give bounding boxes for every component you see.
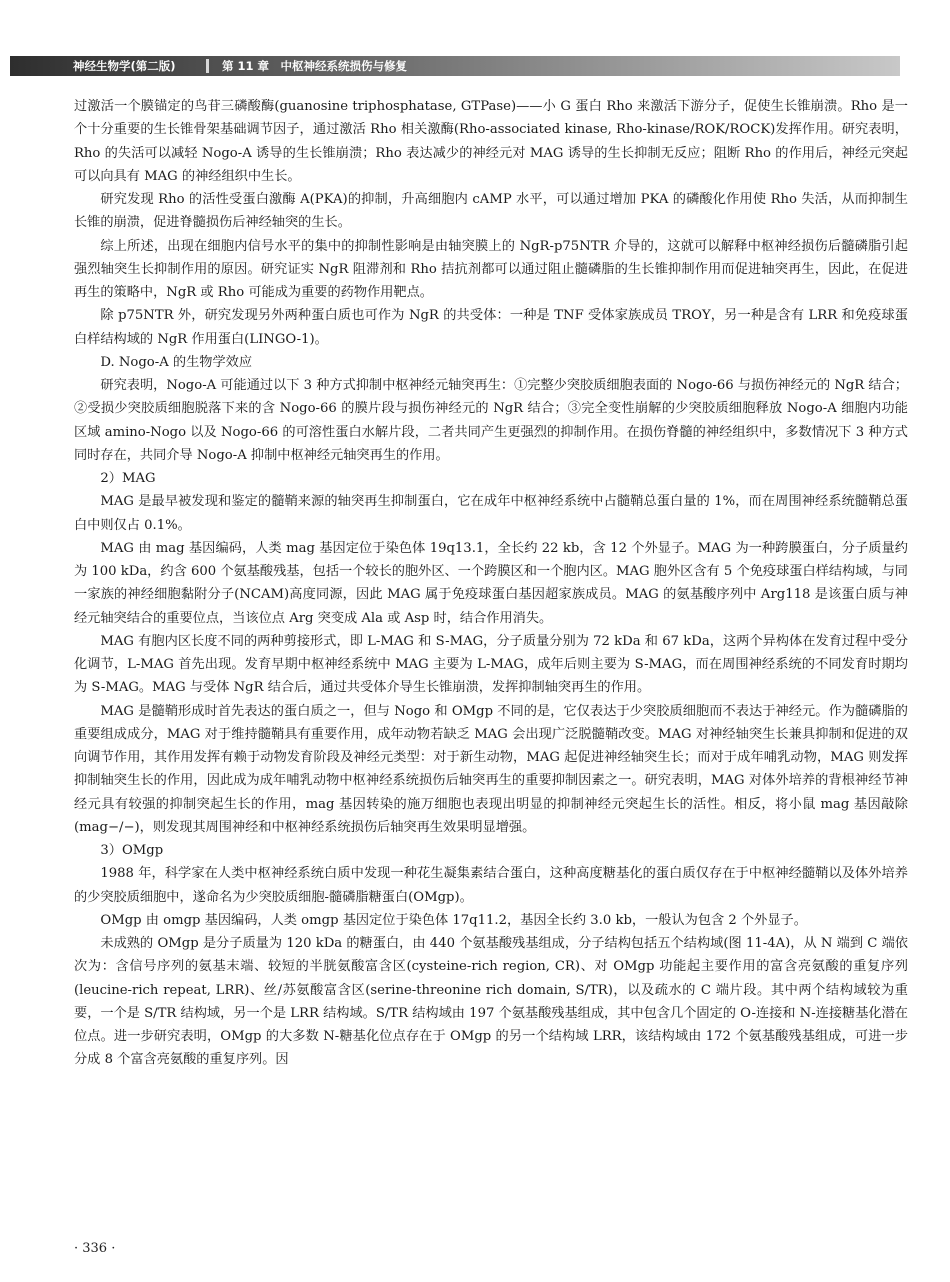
paragraph: 未成熟的 OMgp 是分子质量为 120 kDa 的糖蛋白，由 440 个氨基酸残基组成，分子结构包括五个结构域(图 11-4A)，从 N 端到 C 端依次为：含信号序列的氨基末端、较短的半胱氨酸富含区(cysteine-rich region, CR)、对 OMgp 功能起主要作用的富含亮氨酸的重复序列(leucine-rich repeat, LRR)、丝/苏氨酸富含区(serine-threonine rich domain, S/TR)，以及疏水的 C 端片段。其中两个结构域较为重要，一个是 S/TR 结构域，另一个是 LRR 结构域。S/TR 结构域由 197 个氨基酸残基组成，其中包含几个固定的 O-连接和 N-连接糖基化潜在位点。进一步研究表明，OMgp 的大多数 N-糖基化位点存在于 OMgp 的另一个结构域 LRR，该结构域由 172 个氨基酸残基组成，可进一步分成 8 个富含亮氨酸的重复序列。因 <box>74 936 908 1068</box>
paragraph: OMgp 由 omgp 基因编码，人类 omgp 基因定位于染色体 17q11.2，基因全长约 3.0 kb，一般认为包含 2 个外显子。 <box>100 912 807 928</box>
section-heading: 2）MAG <box>100 471 156 486</box>
paragraph: MAG 是最早被发现和鉴定的髓鞘来源的轴突再生抑制蛋白，它在成年中枢神经系统中占髓鞘总蛋白量的 1%，而在周围神经系统髓鞘总蛋白中则仅占 0.1%。 <box>74 494 908 533</box>
paragraph: MAG 是髓鞘形成时首先表达的蛋白质之一，但与 Nogo 和 OMgp 不同的是，它仅表达于少突胶质细胞而不表达于神经元。作为髓磷脂的重要组成成分，MAG 对于维持髓鞘具有重要作用，成年动物若缺乏 MAG 会出现广泛脱髓鞘改变。MAG 对神经轴突生长兼具抑制和促进的双向调节作用，其作用发挥有赖于动物发育阶段及神经元类型：对于新生动物，MAG 起促进神经轴突生长；而对于成年哺乳动物，MAG 则发挥抑制轴突生长的作用，因此成为成年哺乳动物中枢神经系统损伤后轴突再生的重要抑制因素之一。研究表明，MAG 对体外培养的背根神经节神经元具有较强的抑制突起生长的作用，mag 基因转染的施万细胞也表现出明显的抑制神经元突起生长的活性。相反，将小鼠 mag 基因敲除(mag−/−)，则发现其周围神经和中枢神经系统损伤后轴突再生效果明显增强。 <box>74 703 908 835</box>
paragraph: 综上所述，出现在细胞内信号水平的集中的抑制性影响是由轴突膜上的 NgR-p75NTR 介导的，这就可以解释中枢神经损伤后髓磷脂引起强烈轴突生长抑制作用的原因。研究证实 NgR 阻滞剂和 Rho 拮抗剂都可以通过阻止髓磷脂的生长锥抑制作用而促进轴突再生，因此，在促进再生的策略中，NgR 或 Rho 可能成为重要的药物作用靶点。 <box>74 238 908 300</box>
header-divider <box>206 59 209 73</box>
paragraph: MAG 有胞内区长度不同的两种剪接形式，即 L-MAG 和 S-MAG，分子质量分别为 72 kDa 和 67 kDa，这两个异构体在发育过程中受分化调节，L-MAG 首先出现。发育早期中枢神经系统中 MAG 主要为 L-MAG，成年后则主要为 S-MAG，而在周围神经系统的不同发育时期均为 S-MAG。MAG 与受体 NgR 结合后，通过共受体介导生长锥崩溃，发挥抑制轴突再生的作用。 <box>74 633 908 696</box>
paragraph: 研究发现 Rho 的活性受蛋白激酶 A(PKA)的抑制，升高细胞内 cAMP 水平，可以通过增加 PKA 的磷酸化作用使 Rho 失活，从而抑制生长锥的崩溃，促进脊髓损伤后神经轴突的生长。 <box>74 192 908 231</box>
paragraph: 除 p75NTR 外，研究发现另外两种蛋白质也可作为 NgR 的共受体：一种是 TNF 受体家族成员 TROY，另一种是含有 LRR 和免疫球蛋白样结构域的 NgR 作用蛋白(LINGO-1)。 <box>74 308 908 347</box>
paragraph: MAG 由 mag 基因编码，人类 mag 基因定位于染色体 19q13.1，全长约 22 kb，含 12 个外显子。MAG 为一种跨膜蛋白，分子质量约为 100 kDa，约含 600 个氨基酸残基，包括一个较长的胞外区、一个跨膜区和一个胞内区。MAG 胞外区含有 5 个免疫球蛋白样结构域，与同一家族的神经细胞黏附分子(NCAM)高度同源，因此 MAG 属于免疫球蛋白基因超家族成员。MAG 的氨基酸序列中 Arg118 是该蛋白质与神经元轴突结合的重要位点，当该位点 Arg 突变成 Ala 或 Asp 时，结合作用消失。 <box>74 540 908 626</box>
page-number: · 336 · <box>74 1241 116 1256</box>
running-header <box>10 56 900 76</box>
paragraph: 1988 年，科学家在人类中枢神经系统白质中发现一种花生凝集素结合蛋白，这种高度糖基化的蛋白质仅存在于中枢神经髓鞘以及体外培养的少突胶质细胞中，遂命名为少突胶质细胞-髓磷脂糖蛋白(OMgp)。 <box>74 866 908 905</box>
chapter-title: 第 11 章 中枢神经系统损伤与修复 <box>222 59 408 73</box>
paragraph: 研究表明，Nogo-A 可能通过以下 3 种方式抑制中枢神经元轴突再生：①完整少突胶质细胞表面的 Nogo-66 与损伤神经元的 NgR 结合；②受损少突胶质细胞脱落下来的含 Nogo-66 的膜片段与损伤神经元的 NgR 结合；③完全变性崩解的少突胶质细胞释放 Nogo-A 细胞内功能区域 amino-Nogo 以及 Nogo-66 的可溶性蛋白水解片段，二者共同产生更强烈的抑制作用。在损伤脊髓的神经组织中，多数情况下 3 种方式同时存在，共同介导 Nogo-A 抑制中枢神经元轴突再生的作用。 <box>74 378 908 463</box>
paragraph: 过激活一个膜锚定的鸟苷三磷酸酶(guanosine triphosphatase, GTPase)——小 G 蛋白 Rho 来激活下游分子，促使生长锥崩溃。Rho 是一个十分重要的生长锥骨架基础调节因子，通过激活 Rho 相关激酶(Rho-associated kinase, Rho-kinase/ROK/ROCK)发挥作用。研究表明，Rho 的失活可以减轻 Nogo-A 诱导的生长锥崩溃；Rho 表达减少的神经元对 MAG 诱导的生长抑制无反应；阻断 Rho 的作用后，神经元突起可以向具有 MAG 的神经组织中生长。 <box>74 99 908 184</box>
book-title: 神经生物学(第二版) <box>73 59 176 73</box>
section-heading: D. Nogo-A 的生物学效应 <box>100 354 253 370</box>
section-heading: 3）OMgp <box>100 843 164 858</box>
body-text <box>74 95 908 1072</box>
